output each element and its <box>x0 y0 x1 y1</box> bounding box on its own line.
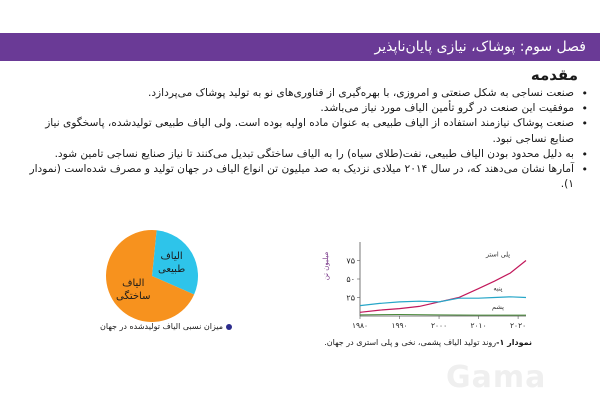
fiber-share-pie-chart <box>104 228 200 324</box>
x-tick-label: ۲۰۲۰ <box>510 321 527 330</box>
series-label: پنبه <box>493 284 503 293</box>
line-chart-caption-number: نمودار ۱- <box>496 338 532 347</box>
line-chart-caption-text: روند تولید الیاف پشمی، نخی و پلی استری در جهان. <box>324 338 497 347</box>
pie-caption <box>100 322 232 331</box>
chapter-header-bar <box>0 33 600 61</box>
y-axis-label: میلیون تن <box>322 251 330 281</box>
line-chart-caption <box>322 338 532 348</box>
series-line-2 <box>360 315 526 316</box>
bullet-item: • صنعت نساجی به شکل صنعتی و امروزی، با بهره‌گیری از فناوری‌های نو به تولید پوشاک می‌پردازد. <box>18 86 588 101</box>
x-tick-label: ۱۹۹۰ <box>391 321 408 330</box>
pie-svg <box>104 228 200 324</box>
pie-label-synthetic-line1: الیاف <box>122 278 145 289</box>
y-tick-label: ۷۵ <box>346 256 355 266</box>
section-heading: مقدمه <box>530 66 578 84</box>
bullet-item: • آمارها نشان می‌دهند که، در سال ۲۰۱۴ میلادی نزدیک به صد میلیون تن انواع الیاف در جهان تولید و مصرف شده‌است (نمودار ۱). <box>18 162 588 192</box>
pie-caption-text: میزان نسبی الیاف تولیدشده در جهان <box>100 322 224 331</box>
fiber-production-line-chart <box>318 236 530 340</box>
legend-dot-icon <box>226 324 232 330</box>
bullet-item: • به دلیل محدود بودن الیاف طبیعی، نفت(طلای سیاه) را به الیاف ساختگی تبدیل می‌کنند تا نیاز صنایع نساجی تامین شود. <box>18 147 588 162</box>
y-tick-label: ۲۵ <box>346 293 355 303</box>
pie-label-synthetic-line2: ساختگی <box>116 291 151 302</box>
bullet-list <box>18 86 588 192</box>
watermark-logo: Gama <box>446 360 547 395</box>
chapter-title: فصل سوم: پوشاک، نیازی پایان‌ناپذیر <box>374 39 586 55</box>
y-tick-label: ۵۰ <box>346 275 355 284</box>
pie-label-natural <box>158 250 185 276</box>
x-tick-label: ۲۰۱۰ <box>470 321 487 330</box>
x-tick-label: ۱۹۸۰ <box>351 321 369 330</box>
pie-label-natural-line2: طبیعی <box>158 264 186 275</box>
bullet-item: • صنعت پوشاک نیازمند استفاده از الیاف طبیعی به عنوان ماده اولیه بوده است. ولی الیاف طبیعی تولیدشده، پاسخگوی نیاز صنایع نساجی نبود. <box>18 116 588 146</box>
pie-label-natural-line1: الیاف <box>160 251 183 262</box>
pie-label-synthetic <box>116 277 150 303</box>
x-tick-label: ۲۰۰۰ <box>430 321 448 330</box>
series-label: پلی استر <box>485 250 511 259</box>
series-label: پشم <box>492 303 504 312</box>
bullet-item: • موفقیت این صنعت در گرو تأمین الیاف مورد نیاز می‌باشد. <box>18 101 588 116</box>
